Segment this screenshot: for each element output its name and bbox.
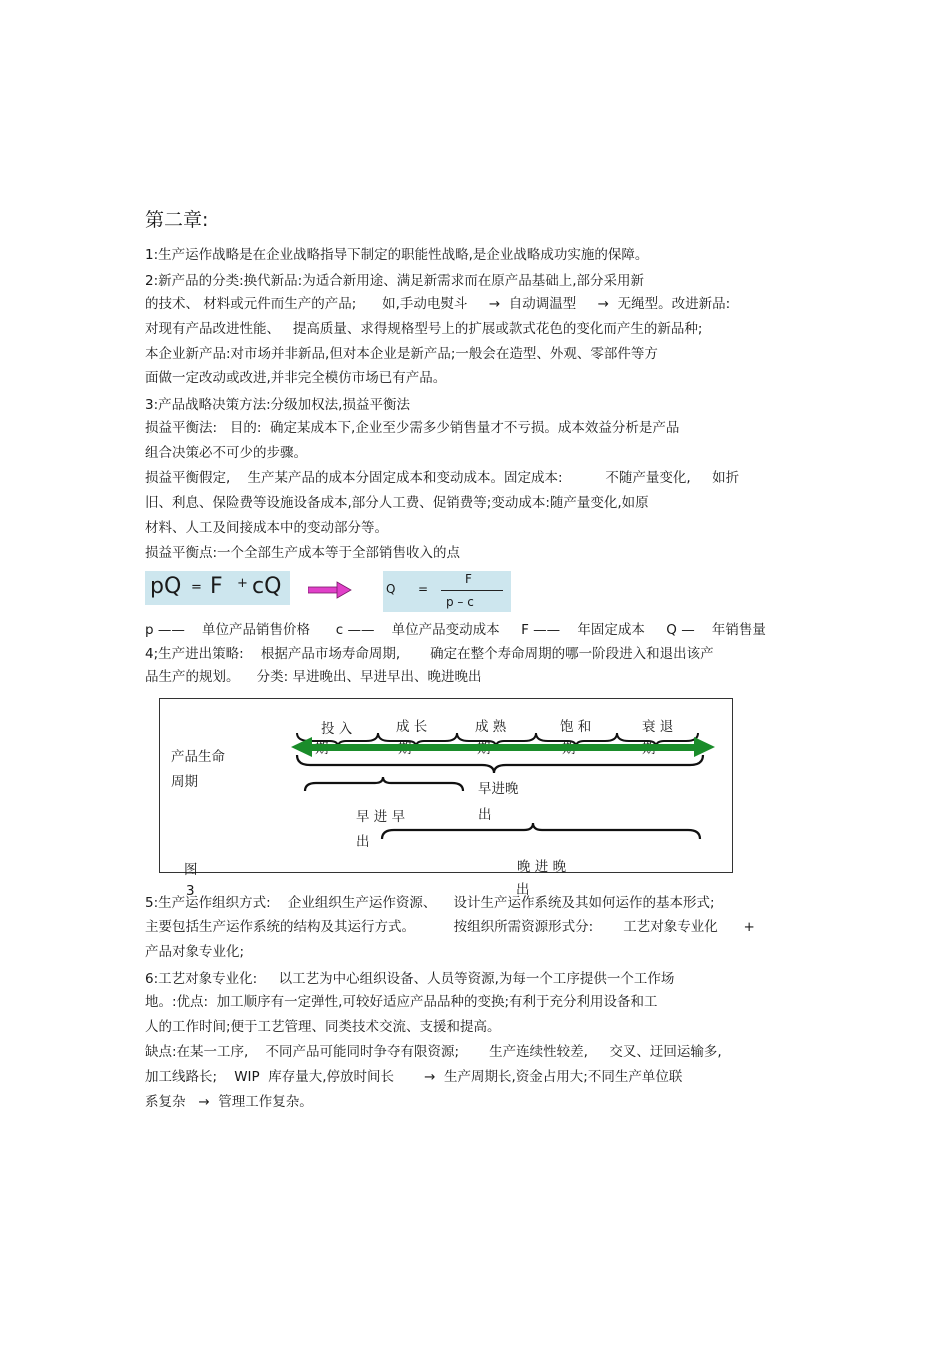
paragraph-line: 损益平衡假定, 生产某产品的成本分固定成本和变动成本。固定成本: 不随产量变化, 如折 bbox=[145, 470, 740, 486]
formula-q: Q bbox=[386, 582, 396, 596]
paragraph-line: 组合决策必不可少的步骤。 bbox=[145, 445, 307, 461]
figure-label: 图 bbox=[184, 862, 198, 878]
paragraph-line: 6:工艺对象专业化: 以工艺为中心组织设备、人员等资源,为每一个工序提供一个工作场 bbox=[145, 971, 675, 987]
lifecycle-diagram bbox=[159, 698, 733, 878]
paragraph-line: 5:生产运作组织方式: 企业组织生产运作资源、 设计生产运作系统及其如何运作的基本形式; bbox=[145, 895, 715, 911]
paragraph-line: 对现有产品改进性能、 提高质量、求得规格型号上的扩展或款式花色的变化而产生的新品种; bbox=[145, 321, 703, 337]
chapter-title: 第二章: bbox=[145, 209, 209, 231]
paragraph-line: 系复杂 → 管理工作复杂。 bbox=[145, 1094, 313, 1110]
formula-equals: = bbox=[191, 580, 202, 595]
stage-label: 饱 和 bbox=[560, 719, 592, 735]
figure-number: 3 bbox=[186, 883, 195, 899]
paragraph-line: 地。:优点: 加工顺序有一定弹性,可较好适应产品品种的变换;有利于充分利用设备和工 bbox=[145, 994, 658, 1010]
stage-label: 成 长 bbox=[396, 719, 428, 735]
paragraph-line: 损益平衡法: 目的: 确定某成本下,企业至少需多少销售量才不亏损。成本效益分析是产品 bbox=[145, 420, 680, 436]
paragraph-line: 旧、利息、保险费等设施设备成本,部分人工费、促销费等;变动成本:随产量变化,如原 bbox=[145, 495, 649, 511]
legend-line: p —— 单位产品销售价格 c —— 单位产品变动成本 F —— 年固定成本 Q — 年销售量 bbox=[145, 622, 766, 638]
diagram-label: 周期 bbox=[171, 774, 198, 790]
paragraph-line: 3:产品战略决策方法:分级加权法,损益平衡法 bbox=[145, 397, 410, 413]
paragraph-line: 产品对象专业化; bbox=[145, 944, 245, 960]
paragraph-line: 品生产的规划。 分类: 早进晚出、早进早出、晚进晚出 bbox=[145, 669, 482, 685]
strategy-label: 出 bbox=[478, 807, 492, 823]
paragraph-line: 人的工作时间;便于工艺管理、同类技术交流、支援和提高。 bbox=[145, 1019, 501, 1035]
strategy-label: 出 bbox=[356, 834, 370, 850]
formula-cq: cQ bbox=[252, 574, 282, 599]
formula-right-box bbox=[383, 571, 511, 612]
formula-f: F bbox=[210, 574, 223, 599]
paragraph-line: 缺点:在某一工序, 不同产品可能同时争夺有限资源; 生产连续性较差, 交叉、迂回运输多, bbox=[145, 1044, 722, 1060]
stage-label: 投 入 bbox=[321, 721, 353, 737]
paragraph-line: 本企业新产品:对市场并非新品,但对本企业是新产品;一般会在造型、外观、零部件等方 bbox=[145, 346, 658, 362]
lifecycle-arrow-graphic bbox=[160, 699, 732, 872]
paragraph-line: 2:新产品的分类:换代新品:为适合新用途、满足新需求而在原产品基础上,部分采用新 bbox=[145, 273, 645, 289]
paragraph-line: 损益平衡点:一个全部生产成本等于全部销售收入的点 bbox=[145, 545, 461, 561]
formula-plus: + bbox=[237, 576, 248, 591]
strategy-label: 晚 进 晚 bbox=[517, 859, 567, 875]
fraction-bar bbox=[441, 590, 503, 591]
paragraph-line: 主要包括生产运作系统的结构及其运行方式。 按组织所需资源形式分: 工艺对象专业化 + bbox=[145, 919, 755, 935]
strategy-label: 早 进 早 bbox=[356, 809, 406, 825]
stage-label: 衰 退 bbox=[642, 719, 674, 735]
strategy-label: 出 bbox=[516, 882, 530, 898]
formula-denominator: p – c bbox=[446, 595, 474, 609]
paragraph-line: 4;生产进出策略: 根据产品市场寿命周期, 确定在整个寿命周期的哪一阶段进入和退出该产 bbox=[145, 646, 714, 662]
formula-left-box bbox=[145, 571, 290, 605]
arrow-right-icon bbox=[308, 580, 352, 600]
formula-numerator: F bbox=[465, 572, 472, 586]
formula-right-equals: = bbox=[418, 582, 429, 596]
diagram-label: 产品生命 bbox=[171, 749, 225, 765]
formula-pq: pQ bbox=[150, 574, 182, 599]
paragraph-line: 面做一定改动或改进,并非完全模仿市场已有产品。 bbox=[145, 370, 447, 386]
paragraph-line: 加工线路长; WIP 库存量大,停放时间长 → 生产周期长,资金占用大;不同生产单位联 bbox=[145, 1069, 683, 1085]
paragraph-line: 材料、人工及间接成本中的变动部分等。 bbox=[145, 520, 388, 536]
strategy-label: 早进晚 bbox=[478, 781, 519, 797]
paragraph-line: 的技术、 材料或元件而生产的产品; 如,手动电熨斗 → 自动调温型 → 无绳型。改进新品: bbox=[145, 296, 731, 312]
paragraph-line: 1:生产运作战略是在企业战略指导下制定的职能性战略,是企业战略成功实施的保障。 bbox=[145, 247, 649, 263]
stage-label: 成 熟 bbox=[475, 719, 507, 735]
